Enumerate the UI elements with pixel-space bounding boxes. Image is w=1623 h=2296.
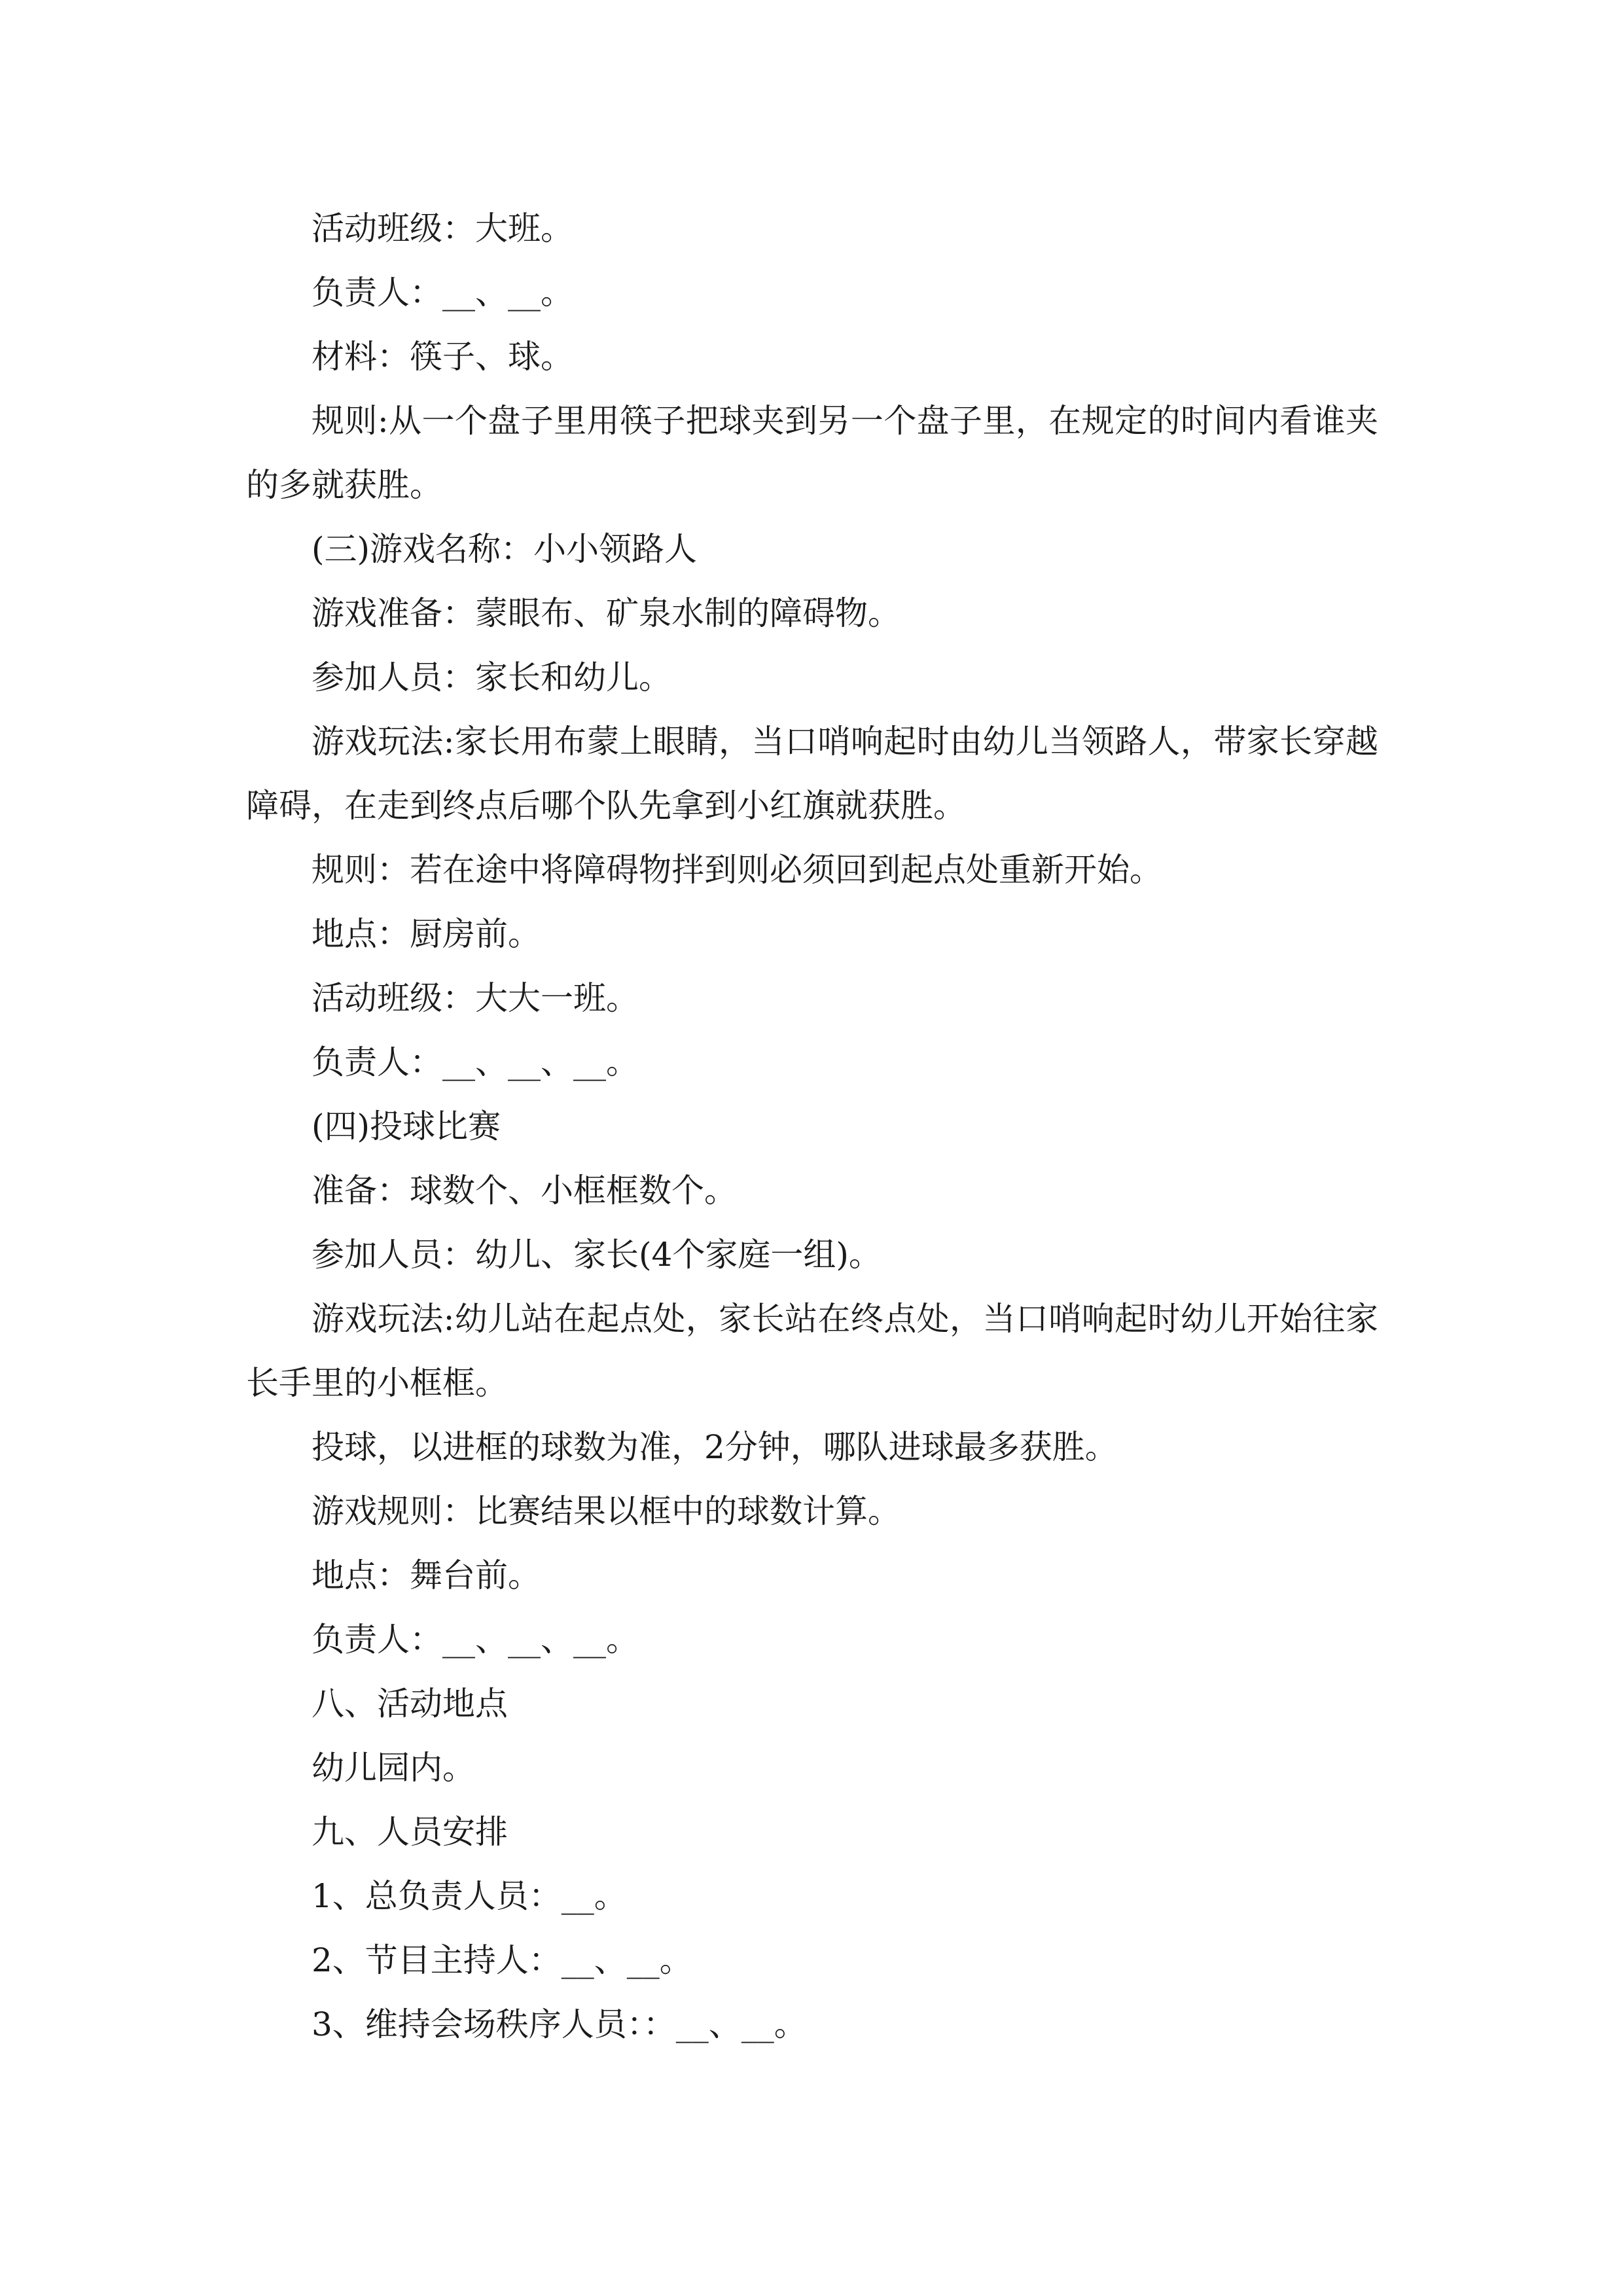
paragraph-line: 规则:从一个盘子里用筷子把球夹到另一个盘子里，在规定的时间内看谁夹 [312, 402, 1378, 440]
paragraph-line: 地点：舞台前。 [312, 1556, 541, 1594]
paragraph-line: 地点：厨房前。 [312, 915, 541, 953]
document-body [246, 196, 1378, 2056]
section-heading: (四)投球比赛 [312, 1107, 501, 1145]
paragraph-line: 游戏规则：比赛结果以框中的球数计算。 [312, 1492, 901, 1530]
section-heading: 八、活动地点 [312, 1685, 508, 1723]
paragraph-line: 活动班级：大班。 [312, 209, 573, 247]
list-item: 3、维持会场秩序人员：：__、__。 [312, 2005, 807, 2043]
paragraph-line-continued: 障碍，在走到终点后哪个队先拿到小红旗就获胜。 [246, 787, 966, 825]
paragraph-line: 负责人：__、__、__。 [312, 1621, 639, 1659]
paragraph-line: 材料：筷子、球。 [312, 338, 573, 376]
paragraph-line: 负责人：__、__。 [312, 274, 573, 312]
paragraph-line-continued: 长手里的小框框。 [246, 1364, 508, 1402]
section-heading: (三)游戏名称：小小领路人 [312, 530, 698, 568]
paragraph-line: 准备：球数个、小框框数个。 [312, 1172, 737, 1210]
section-heading: 九、人员安排 [312, 1813, 508, 1851]
paragraph-line: 游戏准备：蒙眼布、矿泉水制的障碍物。 [312, 594, 901, 632]
paragraph-line: 参加人员：幼儿、家长(4个家庭一组)。 [312, 1236, 882, 1274]
paragraph-line: 活动班级：大大一班。 [312, 979, 639, 1017]
paragraph-line: 规则：若在途中将障碍物拌到则必须回到起点处重新开始。 [312, 851, 1162, 889]
paragraph-line: 幼儿园内。 [312, 1749, 475, 1787]
paragraph-line: 游戏玩法:幼儿站在起点处，家长站在终点处，当口哨响起时幼儿开始往家 [312, 1300, 1378, 1338]
paragraph-line: 参加人员：家长和幼儿。 [312, 658, 671, 696]
paragraph-line-continued: 的多就获胜。 [246, 466, 442, 504]
list-item: 2、节目主持人：__、__。 [312, 1941, 692, 1979]
paragraph-line: 负责人：__、__、__。 [312, 1043, 639, 1081]
paragraph-line: 游戏玩法:家长用布蒙上眼睛，当口哨响起时由幼儿当领路人，带家长穿越 [312, 723, 1378, 761]
list-item: 1、总负责人员：__。 [312, 1877, 627, 1915]
paragraph-line: 投球，以进框的球数为准，2分钟，哪队进球最多获胜。 [312, 1428, 1118, 1466]
